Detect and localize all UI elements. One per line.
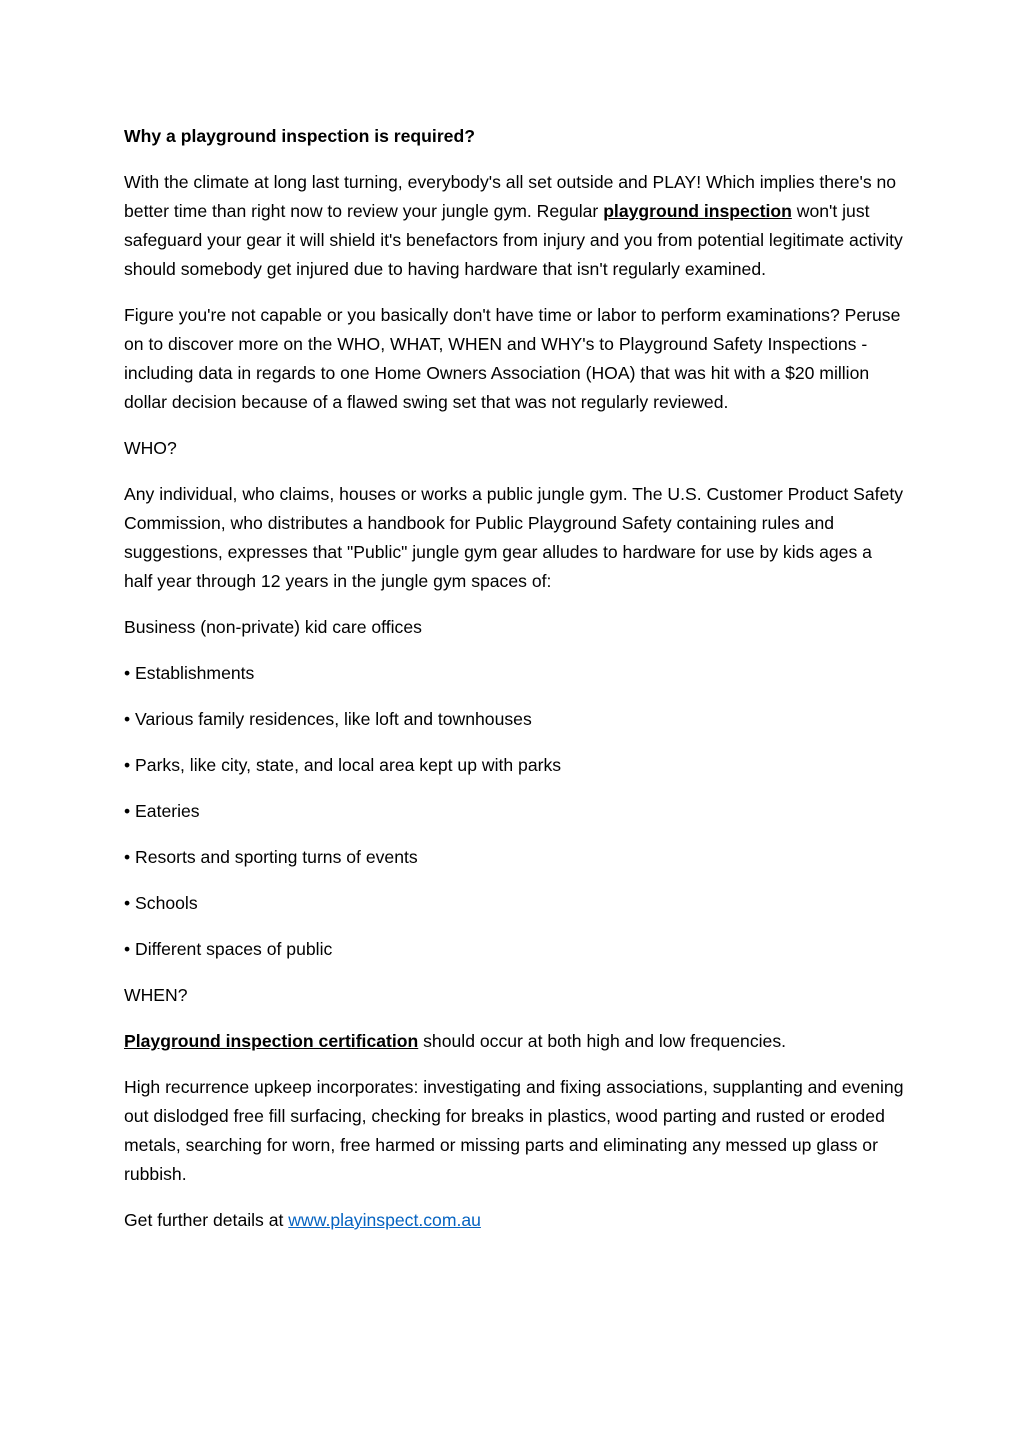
details-text-before: Get further details at (124, 1210, 289, 1230)
document-title: Why a playground inspection is required? (124, 126, 475, 146)
intro-text-after: won't just safeguard your gear it will shield it's benefactors from injury and you from potential legitimate activity should somebody get injured due to having hardware that isn't regularly examined. (124, 201, 903, 279)
certification-text-after: should occur at both high and low frequencies. (418, 1031, 787, 1051)
document-page (124, 122, 904, 1252)
website-link[interactable]: www.playinspect.com.au (288, 1210, 481, 1230)
list-item: • Schools (124, 893, 198, 913)
list-item: • Parks, like city, state, and local area kept up with parks (124, 755, 562, 775)
intro-paragraph (124, 168, 904, 284)
playground-inspection-link[interactable]: playground inspection (603, 201, 792, 221)
details-paragraph (124, 1206, 904, 1235)
list-item: • Resorts and sporting turns of events (124, 847, 418, 867)
list-item: • Different spaces of public (124, 939, 333, 959)
maintenance-paragraph: High recurrence upkeep incorporates: investigating and fixing associations, supplanting and evening out dislodged free fill surfacing, checking for breaks in plastics, wood parting and rusted or eroded metals, searching for worn, free harmed or missing parts and eliminating any messed up glass or rubbish. (124, 1077, 904, 1184)
list-item: • Various family residences, like loft and townhouses (124, 709, 532, 729)
inspection-certification-link[interactable]: Playground inspection certification (124, 1031, 419, 1051)
certification-paragraph (124, 1027, 904, 1056)
list-intro: Business (non-private) kid care offices (124, 617, 422, 637)
who-paragraph: Any individual, who claims, houses or works a public jungle gym. The U.S. Customer Product Safety Commission, who distributes a handbook for Public Playground Safety containing rules and suggestions, expresses that "Public" jungle gym gear alludes to hardware for use by kids ages a half year through 12 years in the jungle gym spaces of: (124, 484, 904, 591)
intro-text-before: With the climate at long last turning, everybody's all set outside and PLAY! Which implies there's no better time than right now to review your jungle gym. Regular (124, 172, 897, 221)
when-heading: WHEN? (124, 985, 188, 1005)
list-item: • Establishments (124, 663, 255, 683)
examinations-paragraph: Figure you're not capable or you basically don't have time or labor to perform examinations? Peruse on to discover more on the WHO, WHAT, WHEN and WHY's to Playground Safety Inspections - including data in regards to one Home Owners Association (HOA) that was hit with a $20 million dollar decision because of a flawed swing set that was not regularly reviewed. (124, 305, 901, 412)
who-heading: WHO? (124, 438, 177, 458)
list-item: • Eateries (124, 801, 200, 821)
